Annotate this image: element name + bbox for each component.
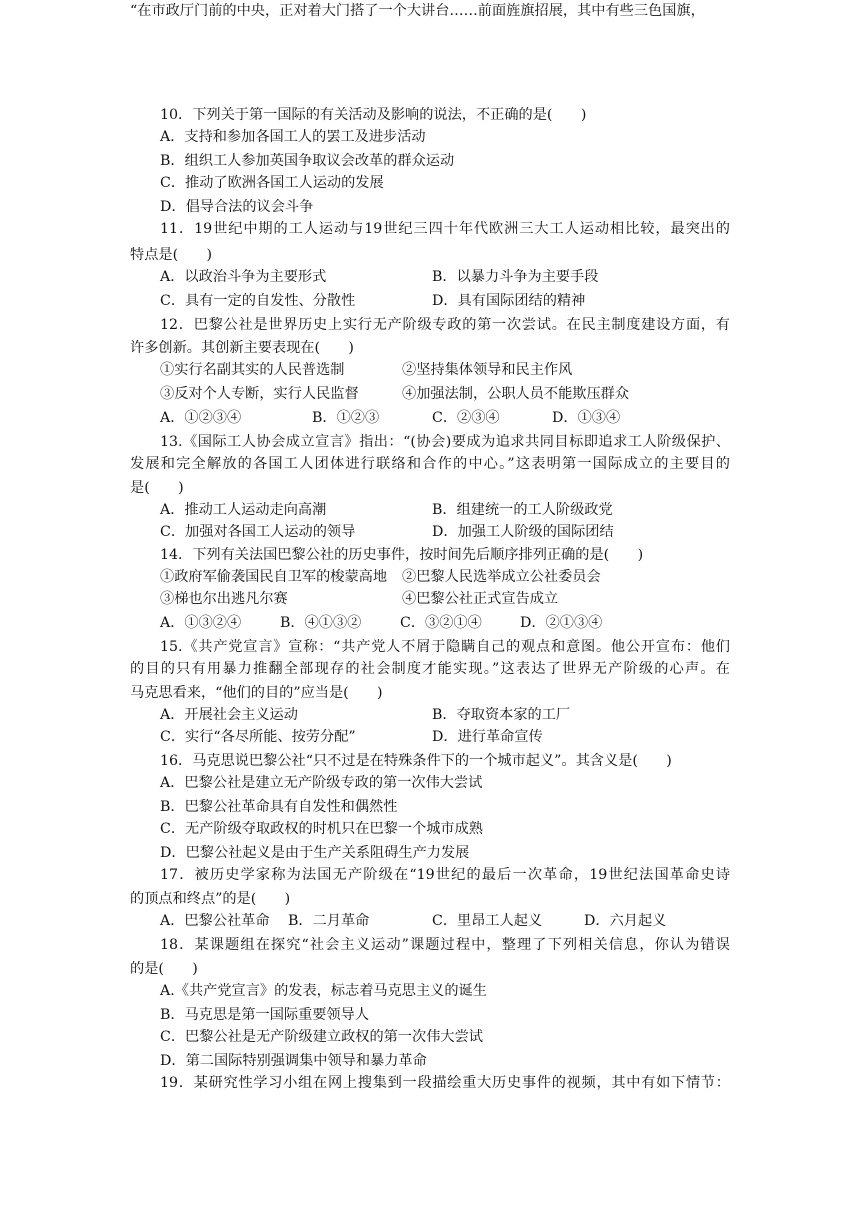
question-stem-line: “在市政厅门前的中央，正对着大门搭了一个大讲台……前面旌旗招展，其中有些三色国旗， <box>130 3 705 19</box>
statement-item: ①政府军偷袭国民自卫军的梭蒙高地 <box>160 569 388 585</box>
answer-option: B．二月革命 <box>288 913 370 929</box>
answer-option: B．④①③② <box>280 615 362 631</box>
answer-option: D．具有国际团结的精神 <box>432 293 586 309</box>
answer-option: A．巴黎公社是建立无产阶级专政的第一次伟大尝试 <box>160 775 483 791</box>
question-stem-line: 是( ) <box>130 480 184 496</box>
answer-option: C．实行“各尽所能、按劳分配” <box>160 729 356 745</box>
answer-option: B．夺取资本家的工厂 <box>432 707 571 723</box>
statement-item: ②坚持集体领导和民主作风 <box>402 362 573 378</box>
statement-item: ④加强法制，公职人员不能欺压群众 <box>402 386 630 402</box>
answer-option: A．推动工人运动走向高潮 <box>160 502 327 518</box>
answer-option: C．推动了欧洲各国工人运动的发展 <box>160 175 384 191</box>
question-stem-line: 的顶点和终点”的是( ) <box>130 891 291 907</box>
answer-option: A．①②③④ <box>160 410 242 426</box>
answer-option: A．以政治斗争为主要形式 <box>160 269 327 285</box>
question-stem-line: 的目的只有用暴力推翻全部现存的社会制度才能实现。”这表达了世界无产阶级的心声。在 <box>130 661 730 677</box>
answer-option: B．组织工人参加英国争取议会改革的群众运动 <box>160 153 455 169</box>
question-stem-line: 17．被历史学家称为法国无产阶级在“19世纪的最后一次革命，19世纪法国革命史诗 <box>160 867 730 883</box>
answer-option: D．加强工人阶级的国际团结 <box>432 524 614 540</box>
statement-item: ①实行名副其实的人民普选制 <box>160 362 345 378</box>
statement-item: ②巴黎人民选举成立公社委员会 <box>402 569 601 585</box>
statement-item: ③反对个人专断，实行人民监督 <box>160 386 359 402</box>
question-stem-line: 马克思看来，“他们的目的”应当是( ) <box>130 685 383 701</box>
answer-option: B．马克思是第一国际重要领导人 <box>160 1007 370 1023</box>
answer-option: D．第二国际特别强调集中领导和暴力革命 <box>160 1053 427 1069</box>
answer-option: C．里昂工人起义 <box>432 913 543 929</box>
question-stem-line: 许多创新。其创新主要表现在( ) <box>130 340 354 356</box>
question-stem-line: 的是( ) <box>130 961 198 977</box>
answer-option: D．六月起义 <box>584 913 667 929</box>
answer-option: A．支持和参加各国工人的罢工及进步活动 <box>160 129 426 145</box>
answer-option: D．巴黎公社起义是由于生产关系阻碍生产力发展 <box>160 845 470 861</box>
answer-option: A.《共产党宣言》的发表，标志着马克思主义的诞生 <box>160 983 487 999</box>
statement-item: ④巴黎公社正式宣告成立 <box>402 591 559 607</box>
answer-option: C．加强对各国工人运动的领导 <box>160 524 356 540</box>
statement-item: ③梯也尔出逃凡尔赛 <box>160 591 288 607</box>
answer-option: B．以暴力斗争为主要手段 <box>432 269 599 285</box>
question-stem-line: 特点是( ) <box>130 247 213 263</box>
question-stem-line: 13.《国际工人协会成立宣言》指出：“(协会)要成为追求共同目标即追求工人阶级保护、 <box>160 434 730 450</box>
question-stem-line: 18．某课题组在探究“社会主义运动”课题过程中，整理了下列相关信息，你认为错误 <box>160 937 730 953</box>
answer-option: A．①③②④ <box>160 615 242 631</box>
answer-option: B．①②③ <box>312 410 380 426</box>
answer-option: B．巴黎公社革命具有自发性和偶然性 <box>160 799 398 815</box>
answer-option: C．具有一定的自发性、分散性 <box>160 293 356 309</box>
answer-option: D．②①③④ <box>520 615 603 631</box>
answer-option: D．①③④ <box>552 410 621 426</box>
answer-option: C．②③④ <box>432 410 500 426</box>
question-stem-line: 10．下列关于第一国际的有关活动及影响的说法，不正确的是( ) <box>160 107 587 123</box>
question-stem-line: 15.《共产党宣言》宣称：“共产党人不屑于隐瞒自己的观点和意图。他公开宣布：他们 <box>160 639 730 655</box>
question-stem-line: 14．下列有关法国巴黎公社的历史事件，按时间先后顺序排列正确的是( ) <box>160 547 644 563</box>
answer-option: B．组建统一的工人阶级政党 <box>432 502 613 518</box>
question-stem-line: 16．马克思说巴黎公社“只不过是在特殊条件下的一个城市起义”。其含义是( ) <box>160 753 672 769</box>
answer-option: C．③②①④ <box>400 615 482 631</box>
question-stem-line: 12．巴黎公社是世界历史上实行无产阶级专政的第一次尝试。在民主制度建设方面，有 <box>160 317 730 333</box>
question-stem-line: 19．某研究性学习小组在网上搜集到一段描绘重大历史事件的视频，其中有如下情节： <box>160 1075 730 1091</box>
answer-option: C．巴黎公社是无产阶级建立政权的第一次伟大尝试 <box>160 1029 483 1045</box>
answer-option: D．进行革命宣传 <box>432 729 543 745</box>
question-stem-line: 发展和完全解放的各国工人团体进行联络和合作的中心。”这表明第一国际成立的主要目的 <box>130 456 730 472</box>
question-stem-line: 11．19世纪中期的工人运动与19世纪三四十年代欧洲三大工人运动相比较，最突出的 <box>160 221 730 237</box>
answer-option: D．倡导合法的议会斗争 <box>160 199 314 215</box>
answer-option: A．开展社会主义运动 <box>160 707 298 723</box>
answer-option: A．巴黎公社革命 <box>160 913 270 929</box>
answer-option: C．无产阶级夺取政权的时机只在巴黎一个城市成熟 <box>160 821 483 837</box>
